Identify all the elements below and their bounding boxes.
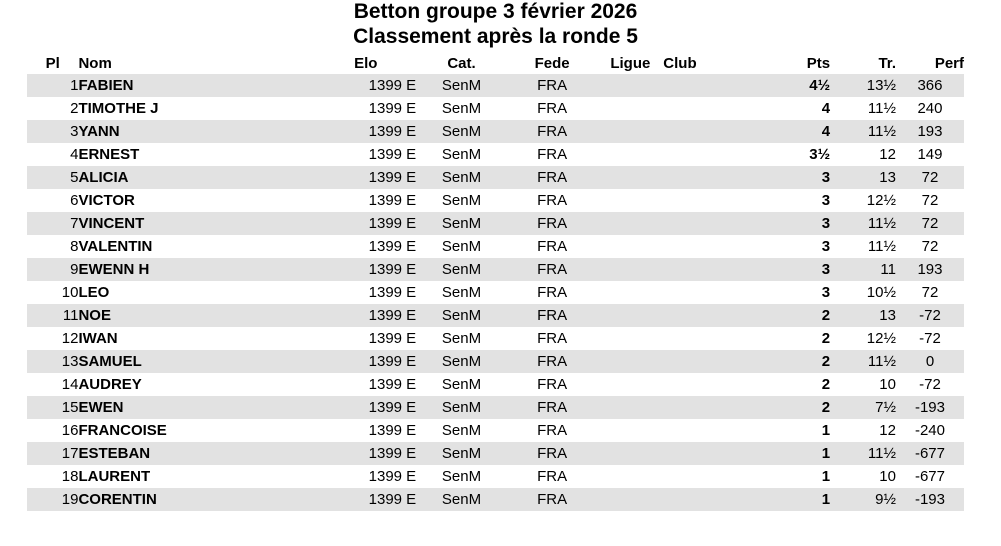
- table-row: [27, 488, 964, 511]
- cell-pts: 3: [729, 212, 830, 235]
- cell-club: [663, 488, 729, 511]
- cell-tr: 7½: [830, 396, 896, 419]
- cell-elo: 1399 E: [368, 146, 417, 163]
- cell-pts: 3: [821, 284, 831, 301]
- cell-elo: 1399 E: [315, 74, 416, 97]
- cell-fede: FRA: [507, 304, 598, 327]
- column-header-club: Club: [663, 54, 697, 72]
- table-row: [27, 419, 964, 442]
- cell-ligue: [597, 396, 663, 419]
- cell-pl: 3: [27, 120, 78, 143]
- cell-perf: 72: [896, 166, 964, 189]
- page-subtitle: Classement après la ronde 5: [353, 25, 638, 48]
- cell-pl: 2: [70, 100, 79, 117]
- table-row: [27, 120, 964, 143]
- cell-tr: 11½: [830, 212, 896, 235]
- cell-pts: 1: [821, 468, 831, 485]
- cell-perf: 193: [896, 258, 964, 281]
- cell-nom: VALENTIN: [78, 238, 153, 255]
- cell-cat: SenM: [416, 120, 507, 143]
- cell-elo: 1399 E: [368, 192, 417, 209]
- cell-elo: 1399 E: [315, 350, 416, 373]
- cell-ligue: [597, 373, 663, 396]
- cell-fede: FRA: [537, 238, 568, 255]
- cell-cat: SenM: [416, 442, 507, 465]
- cell-cat: SenM: [441, 100, 482, 117]
- cell-tr: 12: [879, 422, 896, 439]
- cell-nom: SAMUEL: [78, 350, 315, 373]
- column-header-elo: Elo: [354, 54, 378, 72]
- cell-nom: FABIEN: [78, 74, 315, 97]
- cell-nom: LAURENT: [78, 468, 151, 485]
- standings-table: [27, 52, 964, 511]
- cell-pts: 2: [729, 396, 830, 419]
- cell-pl: 11: [27, 304, 78, 327]
- cell-pl: 14: [61, 376, 79, 393]
- cell-fede: FRA: [507, 396, 598, 419]
- cell-cat: SenM: [441, 238, 482, 255]
- cell-pts: 1: [729, 488, 830, 511]
- cell-nom: TIMOTHE J: [78, 100, 159, 117]
- cell-pts: 2: [729, 304, 830, 327]
- cell-nom: AUDREY: [78, 376, 142, 393]
- cell-tr: 11½: [867, 238, 896, 255]
- cell-cat: SenM: [441, 330, 482, 347]
- cell-pl: 10: [61, 284, 79, 301]
- cell-tr: 10: [879, 376, 896, 393]
- cell-ligue: [597, 189, 663, 212]
- column-header-pl: Pl: [45, 54, 60, 72]
- cell-tr: 11½: [830, 350, 896, 373]
- cell-cat: SenM: [441, 192, 482, 209]
- cell-cat: SenM: [416, 74, 507, 97]
- table-body: [27, 74, 964, 511]
- cell-club: [663, 419, 729, 442]
- cell-cat: SenM: [416, 258, 507, 281]
- cell-fede: FRA: [507, 120, 598, 143]
- cell-ligue: [597, 212, 663, 235]
- cell-elo: 1399 E: [315, 258, 416, 281]
- cell-pl: 8: [70, 238, 79, 255]
- cell-pts: 4: [821, 100, 831, 117]
- cell-fede: FRA: [507, 488, 598, 511]
- cell-cat: SenM: [441, 146, 482, 163]
- cell-fede: FRA: [507, 166, 598, 189]
- cell-nom: YANN: [78, 120, 315, 143]
- cell-club: [663, 143, 729, 166]
- cell-pl: 15: [27, 396, 78, 419]
- cell-nom: NOE: [78, 304, 315, 327]
- column-header-fede: Fede: [534, 54, 570, 72]
- column-header-tr: Tr.: [878, 54, 896, 72]
- cell-perf: 366: [896, 74, 964, 97]
- cell-elo: 1399 E: [315, 304, 416, 327]
- cell-tr: 10½: [866, 284, 896, 301]
- cell-ligue: [597, 281, 663, 304]
- cell-elo: 1399 E: [315, 442, 416, 465]
- column-header-nom: Nom: [78, 54, 112, 72]
- cell-pts: 3: [821, 238, 831, 255]
- cell-perf: -72: [919, 376, 941, 393]
- cell-perf: 149: [917, 146, 943, 163]
- cell-club: [663, 442, 729, 465]
- table-row: [27, 258, 964, 281]
- cell-tr: 10: [879, 468, 896, 485]
- cell-elo: 1399 E: [315, 166, 416, 189]
- cell-pts: 1: [821, 422, 831, 439]
- cell-ligue: [597, 120, 663, 143]
- cell-fede: FRA: [537, 330, 568, 347]
- header-row: [27, 52, 964, 74]
- cell-perf: -240: [914, 422, 945, 439]
- cell-nom: ESTEBAN: [78, 442, 315, 465]
- column-header-ligue: Ligue: [610, 54, 651, 72]
- cell-club: [663, 97, 729, 120]
- cell-elo: 1399 E: [368, 468, 417, 485]
- cell-perf: -677: [914, 468, 945, 485]
- cell-nom: FRANCOISE: [78, 422, 167, 439]
- cell-perf: -193: [896, 396, 964, 419]
- cell-fede: FRA: [537, 100, 568, 117]
- cell-perf: 193: [896, 120, 964, 143]
- cell-ligue: [597, 327, 663, 350]
- cell-club: [663, 120, 729, 143]
- column-header-pts: Pts: [806, 54, 831, 72]
- cell-tr: 11½: [867, 100, 896, 117]
- table-row: [27, 396, 964, 419]
- cell-tr: 12½: [866, 330, 896, 347]
- cell-elo: 1399 E: [368, 330, 417, 347]
- cell-club: [663, 327, 729, 350]
- cell-elo: 1399 E: [368, 238, 417, 255]
- cell-tr: 13½: [830, 74, 896, 97]
- table-row: [27, 166, 964, 189]
- cell-club: [663, 258, 729, 281]
- cell-club: [663, 235, 729, 258]
- cell-cat: SenM: [416, 212, 507, 235]
- cell-fede: FRA: [537, 284, 568, 301]
- cell-pl: 13: [27, 350, 78, 373]
- cell-pts: 1: [729, 442, 830, 465]
- cell-nom: VICTOR: [78, 192, 135, 209]
- cell-cat: SenM: [441, 422, 482, 439]
- cell-fede: FRA: [507, 212, 598, 235]
- cell-pts: 3: [821, 192, 831, 209]
- cell-ligue: [597, 143, 663, 166]
- cell-pl: 5: [27, 166, 78, 189]
- cell-pl: 12: [61, 330, 79, 347]
- cell-club: [663, 396, 729, 419]
- cell-pl: 19: [27, 488, 78, 511]
- cell-perf: -677: [896, 442, 964, 465]
- cell-pl: 18: [61, 468, 79, 485]
- cell-pl: 7: [27, 212, 78, 235]
- page-title: Betton groupe 3 février 2026: [353, 0, 638, 23]
- cell-elo: 1399 E: [368, 376, 417, 393]
- cell-elo: 1399 E: [368, 422, 417, 439]
- table-row: [27, 281, 964, 304]
- cell-tr: 12: [879, 146, 896, 163]
- column-header-cat: Cat.: [447, 54, 476, 72]
- cell-nom: LEO: [78, 284, 110, 301]
- cell-elo: 1399 E: [368, 284, 417, 301]
- cell-ligue: [597, 97, 663, 120]
- cell-tr: 11½: [830, 442, 896, 465]
- cell-elo: 1399 E: [368, 100, 417, 117]
- cell-ligue: [597, 465, 663, 488]
- cell-perf: 0: [896, 350, 964, 373]
- cell-tr: 13: [830, 166, 896, 189]
- cell-club: [663, 74, 729, 97]
- cell-fede: FRA: [507, 442, 598, 465]
- cell-cat: SenM: [441, 376, 482, 393]
- cell-cat: SenM: [416, 304, 507, 327]
- cell-nom: EWENN H: [78, 258, 315, 281]
- cell-pts: 4: [729, 120, 830, 143]
- cell-perf: 72: [896, 212, 964, 235]
- cell-ligue: [597, 419, 663, 442]
- cell-club: [663, 304, 729, 327]
- cell-pl: 6: [70, 192, 79, 209]
- cell-cat: SenM: [416, 396, 507, 419]
- cell-club: [663, 373, 729, 396]
- cell-fede: FRA: [507, 74, 598, 97]
- cell-pts: 3: [729, 166, 830, 189]
- cell-pts: 3: [729, 258, 830, 281]
- cell-cat: SenM: [441, 284, 482, 301]
- cell-fede: FRA: [537, 468, 568, 485]
- cell-tr: 9½: [830, 488, 896, 511]
- cell-club: [663, 350, 729, 373]
- cell-nom: ALICIA: [78, 166, 315, 189]
- column-header-perf: Perf: [934, 54, 964, 72]
- cell-club: [663, 281, 729, 304]
- cell-pl: 4: [70, 146, 79, 163]
- cell-perf: 72: [921, 284, 939, 301]
- cell-tr: 13: [830, 304, 896, 327]
- cell-nom: CORENTIN: [78, 488, 315, 511]
- cell-ligue: [597, 235, 663, 258]
- cell-pts: 2: [729, 350, 830, 373]
- cell-club: [663, 212, 729, 235]
- cell-perf: 240: [917, 100, 943, 117]
- cell-fede: FRA: [537, 376, 568, 393]
- table-row: [27, 465, 964, 488]
- table-header: [27, 52, 964, 74]
- table-row: [27, 304, 964, 327]
- cell-ligue: [597, 258, 663, 281]
- table-row: [27, 235, 964, 258]
- cell-cat: SenM: [416, 350, 507, 373]
- cell-ligue: [597, 166, 663, 189]
- table-row: [27, 350, 964, 373]
- cell-elo: 1399 E: [315, 488, 416, 511]
- cell-nom: ERNEST: [78, 146, 140, 163]
- cell-fede: FRA: [507, 350, 598, 373]
- cell-ligue: [597, 488, 663, 511]
- cell-club: [663, 166, 729, 189]
- cell-tr: 11½: [830, 120, 896, 143]
- cell-perf: -72: [919, 330, 941, 347]
- cell-tr: 11: [830, 258, 896, 281]
- cell-ligue: [597, 442, 663, 465]
- cell-nom: IWAN: [78, 330, 118, 347]
- cell-cat: SenM: [416, 166, 507, 189]
- cell-ligue: [597, 74, 663, 97]
- table-row: [27, 74, 964, 97]
- table-row: [27, 327, 964, 350]
- cell-elo: 1399 E: [315, 212, 416, 235]
- table-row: [27, 189, 964, 212]
- cell-pl: 1: [27, 74, 78, 97]
- cell-nom: EWEN: [78, 396, 315, 419]
- table-row: [27, 143, 964, 166]
- cell-pts: 2: [821, 330, 831, 347]
- cell-perf: 72: [921, 238, 939, 255]
- cell-club: [663, 189, 729, 212]
- cell-ligue: [597, 304, 663, 327]
- cell-tr: 12½: [866, 192, 896, 209]
- cell-pl: 17: [27, 442, 78, 465]
- cell-pts: 4½: [729, 74, 830, 97]
- cell-club: [663, 465, 729, 488]
- cell-fede: FRA: [537, 422, 568, 439]
- table-row: [27, 97, 964, 120]
- cell-fede: FRA: [537, 146, 568, 163]
- cell-elo: 1399 E: [315, 396, 416, 419]
- cell-fede: FRA: [507, 258, 598, 281]
- cell-pts: 2: [821, 376, 831, 393]
- table-row: [27, 442, 964, 465]
- cell-cat: SenM: [416, 488, 507, 511]
- cell-perf: 72: [921, 192, 939, 209]
- cell-nom: VINCENT: [78, 212, 315, 235]
- cell-pl: 9: [27, 258, 78, 281]
- cell-cat: SenM: [441, 468, 482, 485]
- cell-elo: 1399 E: [315, 120, 416, 143]
- cell-pl: 16: [61, 422, 79, 439]
- cell-perf: -193: [896, 488, 964, 511]
- cell-fede: FRA: [537, 192, 568, 209]
- table-row: [27, 212, 964, 235]
- cell-perf: -72: [896, 304, 964, 327]
- cell-pts: 3½: [809, 146, 831, 163]
- cell-ligue: [597, 350, 663, 373]
- table-row: [27, 373, 964, 396]
